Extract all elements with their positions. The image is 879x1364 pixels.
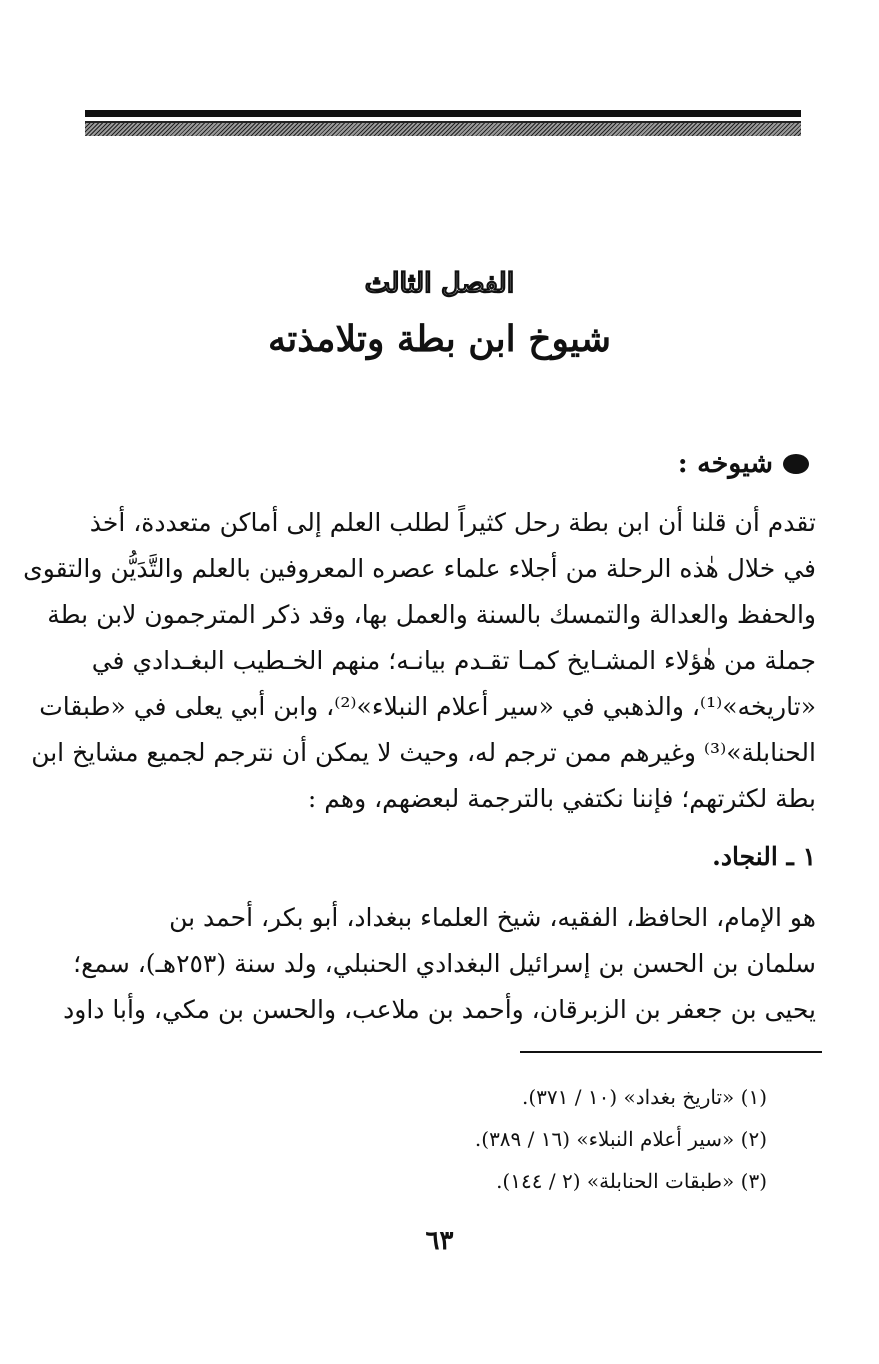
entry-heading: ١ ـ النجاد. bbox=[712, 842, 816, 871]
header-rule-thick bbox=[85, 110, 801, 117]
paragraph-line: «تاريخه»⁽¹⁾، والذهبي في «سير أعلام النبلاء»⁽²⁾، وابن أبي يعلى في «طبقات bbox=[39, 692, 816, 721]
paragraph-line: هو الإمام، الحافظ، الفقيه، شيخ العلماء ببغداد، أبو بكر، أحمد بن bbox=[169, 903, 816, 932]
section-heading-text: شيوخه : bbox=[677, 448, 773, 479]
footnotes bbox=[475, 1076, 767, 1202]
header-rule-textured bbox=[85, 121, 801, 136]
paragraph-line: سلمان بن الحسن بن إسرائيل البغدادي الحنبلي، ولد سنة (٢٥٣هـ)، سمع؛ bbox=[73, 949, 816, 978]
paragraph-entry bbox=[63, 895, 816, 1033]
paragraph-line: والحفظ والعدالة والتمسك بالسنة والعمل بها، وقد ذكر المترجمون لابن بطة bbox=[47, 600, 816, 629]
paragraph-line: الحنابلة»⁽³⁾ وغيرهم ممن ترجم له، وحيث لا يمكن أن نترجم لجميع مشايخ ابن bbox=[31, 738, 816, 767]
footnote: (٣) «طبقات الحنابلة» (٢ / ١٤٤). bbox=[496, 1169, 767, 1193]
paragraph-line: في خلال هٰذه الرحلة من أجلاء علماء عصره المعروفين بالعلم والتَّدَيُّن والتقوى bbox=[23, 554, 816, 583]
paragraph-line: جملة من هٰؤلاء المشـايخ كمـا تقـدم بيانـه؛ منهم الخـطيب البغـدادي في bbox=[91, 646, 816, 675]
chapter-title: شيوخ ابن بطة وتلامذته bbox=[267, 318, 612, 360]
footnote: (١) «تاريخ بغداد» (١٠ / ٣٧١). bbox=[521, 1085, 767, 1109]
paragraph-intro bbox=[23, 500, 816, 822]
paragraph-line: بطة لكثرتهم؛ فإننا نكتفي بالترجمة لبعضهم، وهم : bbox=[307, 784, 816, 813]
footnote-divider bbox=[520, 1051, 822, 1053]
paragraph-line: تقدم أن قلنا أن ابن بطة رحل كثيراً لطلب العلم إلى أماكن متعددة، أخذ bbox=[89, 508, 816, 537]
chapter-label: الفصل الثالث bbox=[364, 268, 515, 299]
section-heading bbox=[678, 448, 809, 479]
header-rule bbox=[85, 110, 801, 136]
bullet-circle-icon bbox=[783, 454, 809, 474]
footnote: (٢) «سير أعلام النبلاء» (١٦ / ٣٨٩). bbox=[474, 1127, 767, 1151]
page-number: ٦٣ bbox=[425, 1226, 454, 1256]
paragraph-line: يحيى بن جعفر بن الزبرقان، وأحمد بن ملاعب، والحسن بن مكي، وأبا داود bbox=[63, 995, 816, 1024]
